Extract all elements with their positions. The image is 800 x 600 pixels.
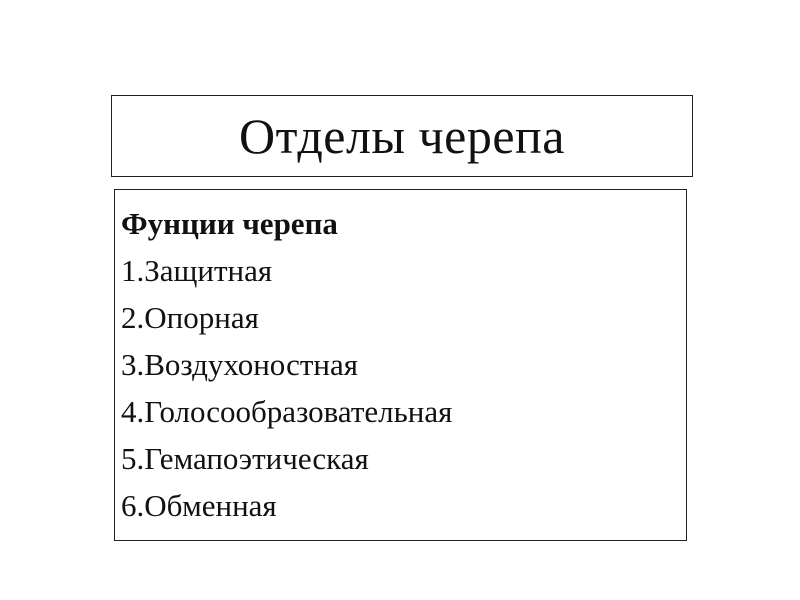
title-box bbox=[111, 95, 693, 177]
list-item: 1.Защитная bbox=[121, 253, 273, 288]
list-item: 5.Гемапоэтическая bbox=[121, 441, 369, 476]
list-item: 4.Голосообразовательная bbox=[121, 394, 453, 429]
slide-title: Отделы черепа bbox=[239, 108, 565, 164]
list-item: 2.Опорная bbox=[121, 300, 259, 335]
content-heading: Фунции черепа bbox=[121, 206, 338, 241]
functions-list bbox=[121, 247, 686, 529]
list-item: 3.Воздухоностная bbox=[121, 347, 358, 382]
content-box bbox=[114, 189, 687, 541]
list-item: 6.Обменная bbox=[121, 488, 277, 523]
